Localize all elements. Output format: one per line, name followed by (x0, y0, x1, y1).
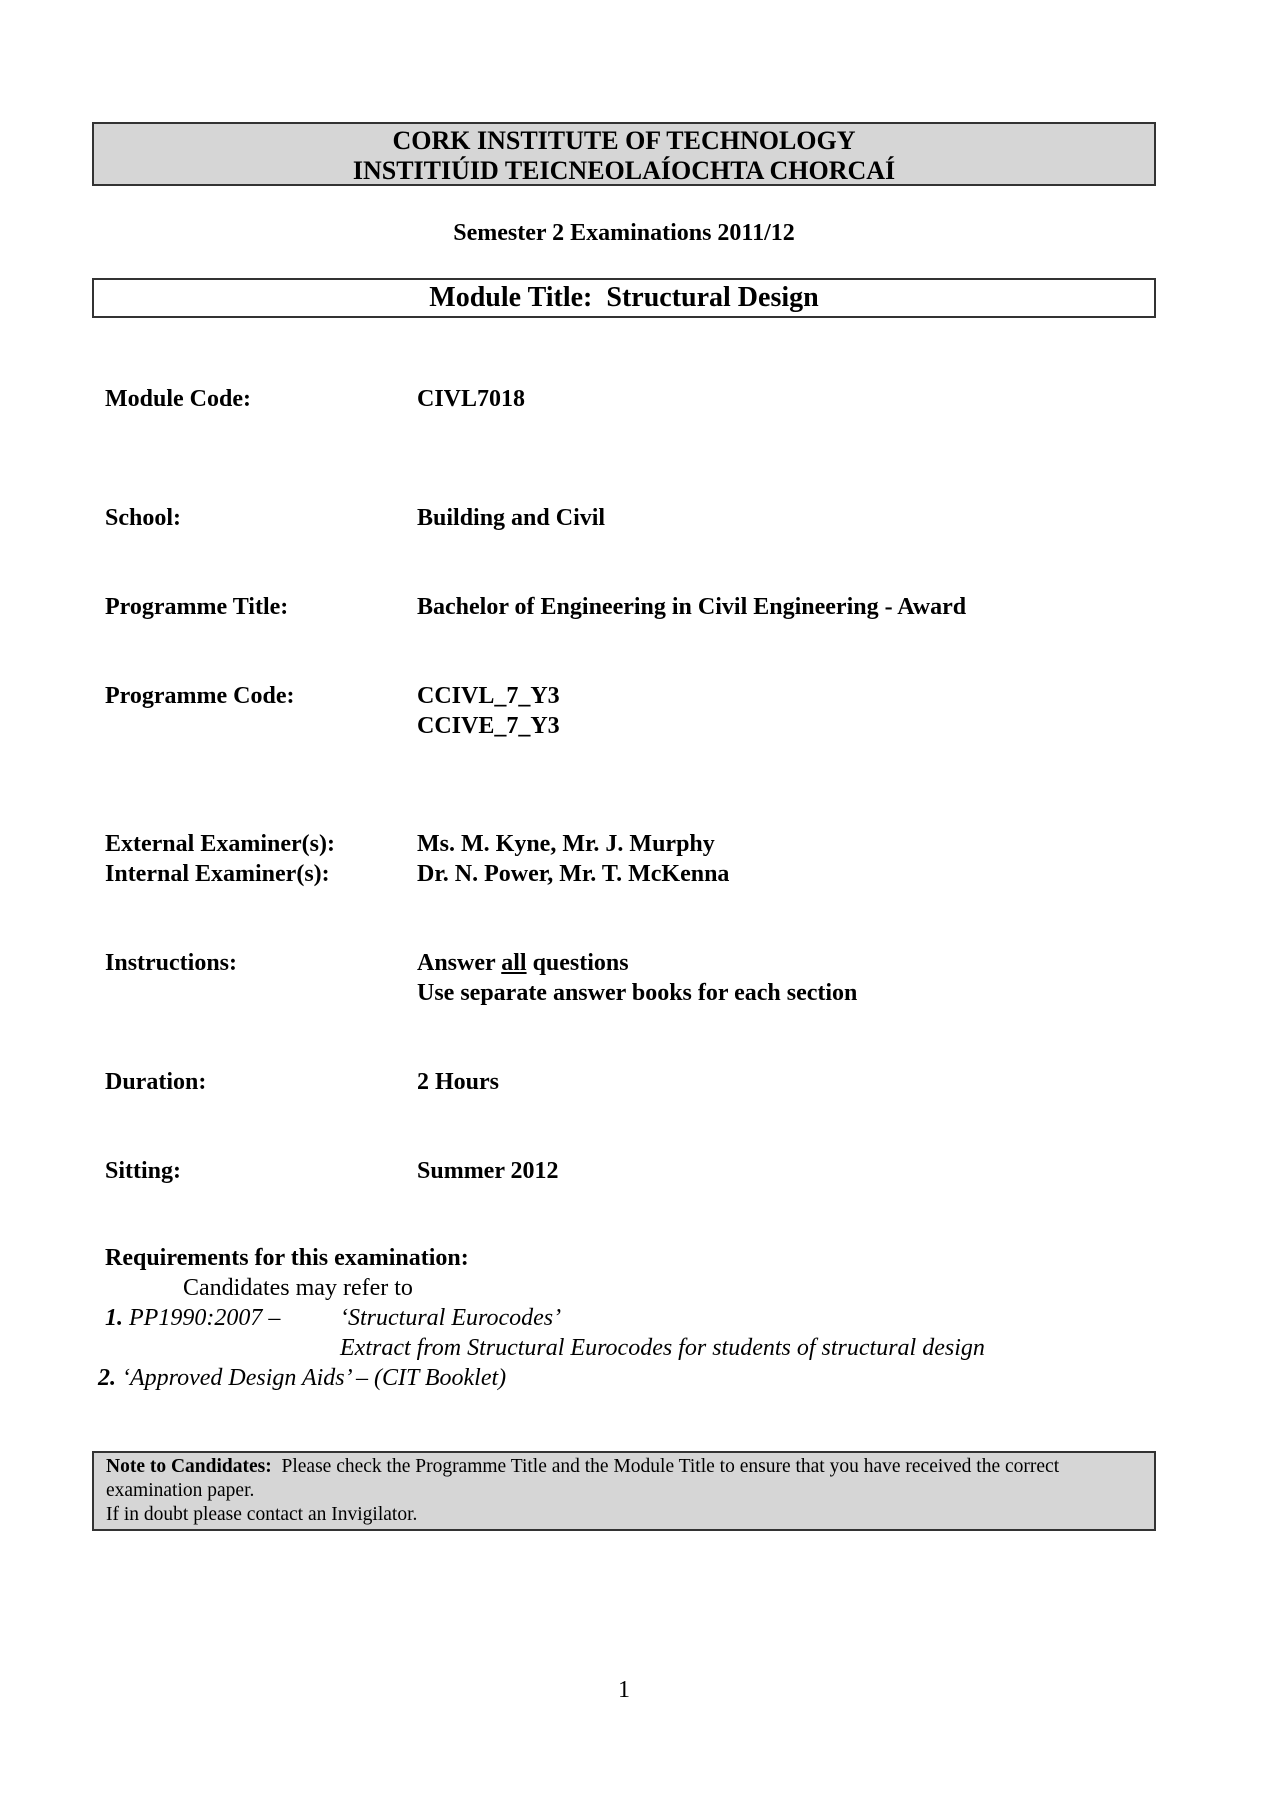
instructions-underlined-all: all (501, 950, 527, 976)
internal-examiners-label: Internal Examiner(s): (105, 861, 330, 887)
institute-name-english: CORK INSTITUTE OF TECHNOLOGY (392, 126, 856, 155)
institute-name-irish: INSTITIÚID TEICNEOLAÍOCHTA CHORCAÍ (352, 156, 896, 185)
instructions-text-post: questions (526, 950, 629, 976)
module-code-label: Module Code: (105, 386, 251, 412)
requirement-item-2 (98, 1363, 506, 1393)
note-label: Note to Candidates: (106, 1456, 272, 1477)
instructions-text-pre: Answer (417, 950, 502, 976)
module-title-box (92, 278, 1156, 318)
semester-title: Semester 2 Examinations 2011/12 (453, 220, 795, 246)
programme-code-label: Programme Code: (105, 683, 295, 709)
requirement-1-subtitle: Extract from Structural Eurocodes for students of structural design (340, 1335, 985, 1361)
module-title: Module Title: Structural Design (429, 282, 819, 313)
requirement-2-number: 2. (98, 1365, 116, 1391)
internal-examiners-value: Dr. N. Power, Mr. T. McKenna (417, 861, 730, 887)
requirement-2-text: ‘Approved Design Aids’ – (CIT Booklet) (122, 1365, 507, 1391)
requirement-1-title: ‘Structural Eurocodes’ (340, 1305, 562, 1331)
page-number: 1 (618, 1677, 630, 1703)
requirement-1-number: 1. (105, 1305, 123, 1331)
duration-value: 2 Hours (417, 1069, 500, 1095)
external-examiners-label: External Examiner(s): (105, 831, 335, 857)
programme-title-label: Programme Title: (105, 594, 289, 620)
sitting-value: Summer 2012 (417, 1158, 559, 1184)
institute-header-box (92, 122, 1156, 186)
instructions-line-1 (417, 948, 629, 978)
sitting-label: Sitting: (105, 1158, 182, 1184)
requirements-heading: Requirements for this examination: (105, 1245, 469, 1271)
duration-label: Duration: (105, 1069, 207, 1095)
requirements-intro: Candidates may refer to (183, 1275, 413, 1301)
module-code-value: CIVL7018 (417, 386, 526, 412)
note-body: Please check the Programme Title and the Module Title to ensure that you have received the correct examination paper. (106, 1456, 1064, 1501)
note-text (106, 1455, 1142, 1503)
note-line-2: If in doubt please contact an Invigilator. (106, 1504, 418, 1525)
programme-code-value-2: CCIVE_7_Y3 (417, 713, 560, 739)
instructions-label: Instructions: (105, 950, 238, 976)
programme-code-value-1: CCIVL_7_Y3 (417, 683, 560, 709)
programme-title-value: Bachelor of Engineering in Civil Engineering - Award (417, 594, 967, 620)
note-to-candidates-box (92, 1451, 1156, 1531)
external-examiners-value: Ms. M. Kyne, Mr. J. Murphy (417, 831, 715, 857)
instructions-line-2: Use separate answer books for each section (417, 980, 858, 1006)
requirement-item-1 (105, 1303, 280, 1333)
school-value: Building and Civil (417, 505, 606, 531)
school-label: School: (105, 505, 182, 531)
requirement-1-code: PP1990:2007 – (129, 1305, 281, 1331)
